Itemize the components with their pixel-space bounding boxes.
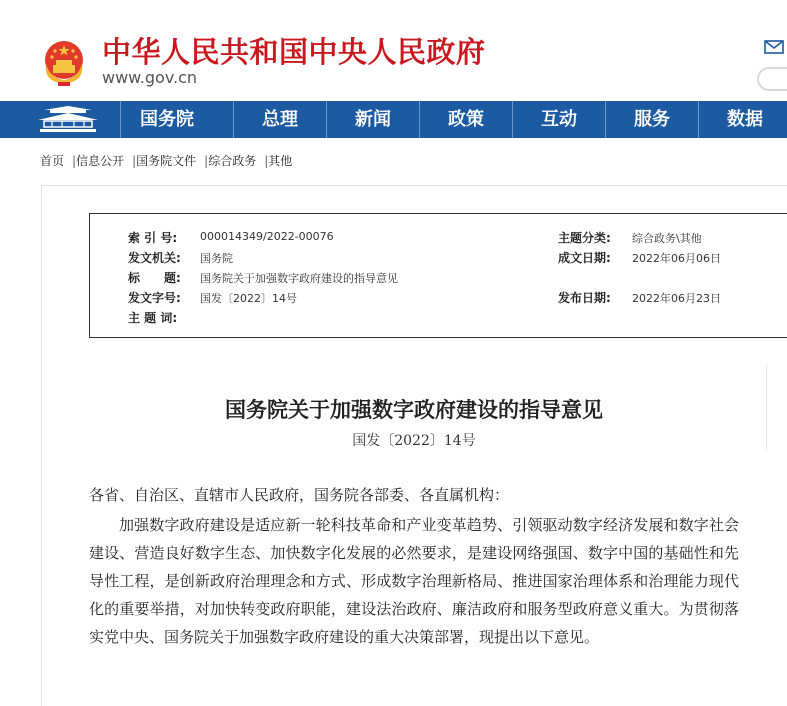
category-value: 综合政务\其他 bbox=[632, 232, 702, 245]
mail-icon[interactable] bbox=[764, 40, 784, 54]
title-label: 标 题: bbox=[128, 271, 181, 285]
issuer-label: 发文机关: bbox=[128, 251, 181, 265]
issuer-value: 国务院 bbox=[200, 252, 233, 265]
main-nav bbox=[0, 101, 787, 138]
category-label: 主题分类: bbox=[558, 231, 611, 245]
publish-date-label: 发布日期: bbox=[558, 291, 611, 305]
breadcrumb-info-disclosure[interactable]: 信息公开 bbox=[76, 154, 125, 168]
site-url[interactable]: www.gov.cn bbox=[102, 68, 198, 87]
site-header bbox=[0, 0, 787, 101]
title-value: 国务院关于加强数字政府建设的指导意见 bbox=[200, 272, 398, 285]
document-paragraph: 加强数字政府建设是适应新一轮科技革命和产业变革趋势、引领驱动数字经济发展和数字社会建设、营造良好数字生态、加快数字化发展的必然要求，是建设网络强国、数字中国的基础性和先导性工程，是创新政府治理理念和方式、形成数字治理新格局、推进国家治理体系和治理能力现代化的重要举措，对加快转变政府职能，建设法治政府、廉洁政府和服务型政府意义重大。为贯彻落实党中央、国务院关于加强数字政府建设的重大决策部署，现提出以下意见。 bbox=[89, 516, 739, 646]
breadcrumb-separator: | bbox=[204, 154, 209, 168]
side-panel-border bbox=[766, 365, 767, 450]
site-title[interactable]: 中华人民共和国中央人民政府 bbox=[102, 35, 486, 69]
breadcrumb-state-council-documents[interactable]: 国务院文件 bbox=[136, 154, 197, 168]
breadcrumb-separator: | bbox=[72, 154, 77, 168]
breadcrumb bbox=[40, 152, 292, 169]
document-number: 国发〔2022〕14号 bbox=[352, 433, 476, 449]
index-number-value: 000014349/2022-00076 bbox=[200, 230, 334, 243]
document-number-value: 国发〔2022〕14号 bbox=[200, 292, 297, 305]
nav-item-data[interactable]: 数据 bbox=[727, 109, 763, 130]
document-title: 国务院关于加强数字政府建设的指导意见 bbox=[225, 397, 603, 422]
document-salutation: 各省、自治区、直辖市人民政府，国务院各部委、各直属机构： bbox=[89, 486, 510, 504]
document-number-label: 发文字号: bbox=[128, 291, 181, 305]
breadcrumb-separator: | bbox=[264, 154, 269, 168]
index-number-label: 索 引 号: bbox=[128, 231, 178, 245]
breadcrumb-home[interactable]: 首页 bbox=[40, 154, 65, 168]
national-emblem-icon[interactable] bbox=[40, 38, 88, 88]
breadcrumb-separator: | bbox=[132, 154, 137, 168]
nav-item-premier[interactable]: 总理 bbox=[262, 109, 298, 130]
nav-item-services[interactable]: 服务 bbox=[634, 109, 670, 130]
document-meta-box bbox=[89, 213, 787, 338]
breadcrumb-general-affairs[interactable]: 综合政务 bbox=[208, 154, 257, 168]
nav-item-news[interactable]: 新闻 bbox=[355, 109, 391, 130]
written-date-value: 2022年06月06日 bbox=[632, 252, 721, 265]
nav-item-policy[interactable]: 政策 bbox=[448, 109, 484, 130]
keywords-label: 主 题 词: bbox=[128, 311, 178, 325]
breadcrumb-other[interactable]: 其他 bbox=[268, 154, 293, 168]
publish-date-value: 2022年06月23日 bbox=[632, 292, 721, 305]
nav-item-interaction[interactable]: 互动 bbox=[541, 109, 577, 130]
written-date-label: 成文日期: bbox=[558, 251, 611, 265]
tiananmen-home-icon[interactable] bbox=[34, 105, 102, 134]
nav-item-state-council[interactable]: 国务院 bbox=[140, 109, 194, 130]
search-input[interactable] bbox=[757, 67, 787, 91]
